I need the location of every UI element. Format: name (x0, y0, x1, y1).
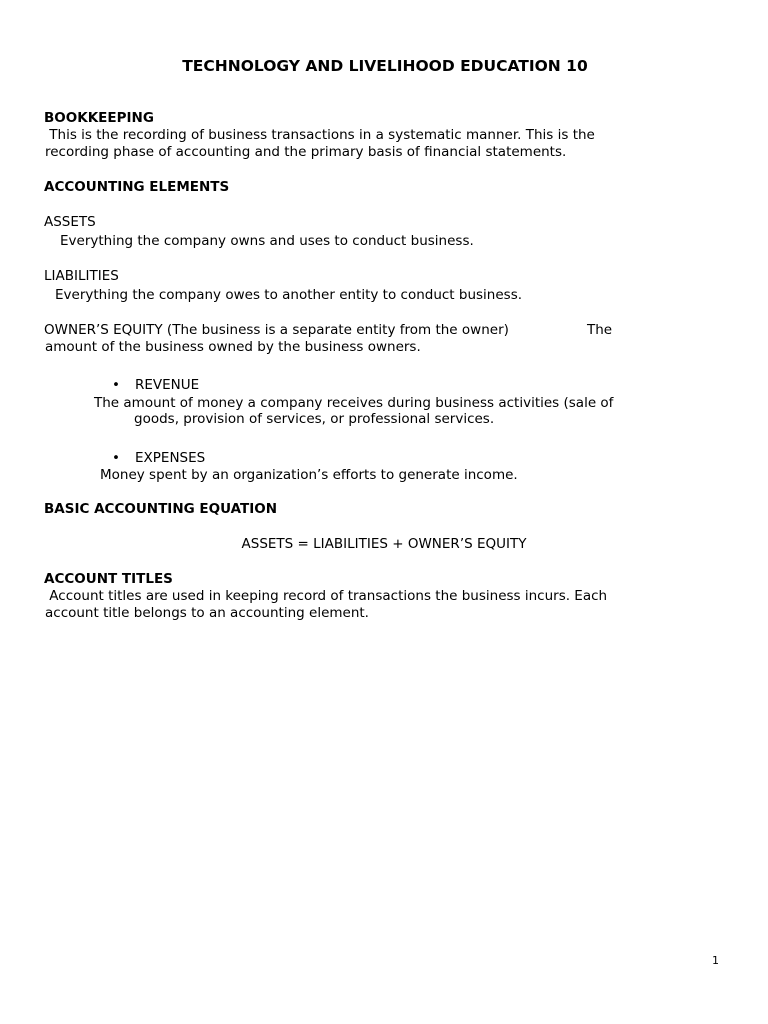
basic-equation-heading: BASIC ACCOUNTING EQUATION (44, 501, 278, 517)
account-titles-heading: ACCOUNT TITLES (44, 571, 173, 587)
owners-equity-text-line-2: amount of the business owned by the business owners. (45, 339, 421, 355)
revenue-label: REVENUE (135, 377, 200, 393)
accounting-equation: ASSETS = LIABILITIES + OWNER’S EQUITY (241, 536, 527, 552)
bookkeeping-text-line-2: recording phase of accounting and the primary basis of financial statements. (45, 144, 567, 160)
account-titles-text-line-2: account title belongs to an accounting element. (45, 605, 369, 621)
revenue-text-line-1: The amount of money a company receives during business activities (sale of (94, 395, 614, 411)
bookkeeping-text-line-1: This is the recording of business transactions in a systematic manner. This is the (45, 127, 595, 143)
assets-label: ASSETS (44, 214, 96, 230)
assets-description: Everything the company owns and uses to conduct business. (60, 233, 474, 249)
owners-equity-text-start: The (587, 322, 613, 338)
owners-equity-label: OWNER’S EQUITY (The business is a separate entity from the owner) (44, 322, 509, 338)
expenses-label: EXPENSES (135, 450, 206, 466)
expenses-bullet: • (112, 450, 120, 466)
document-title: TECHNOLOGY AND LIVELIHOOD EDUCATION 10 (182, 57, 588, 75)
account-titles-text-line-1: Account titles are used in keeping record of transactions the business incurs. Each (45, 588, 608, 604)
revenue-text-line-2: goods, provision of services, or professional services. (134, 411, 495, 427)
expenses-description: Money spent by an organization’s efforts to generate income. (100, 467, 518, 483)
accounting-elements-heading: ACCOUNTING ELEMENTS (44, 179, 230, 195)
liabilities-description: Everything the company owes to another entity to conduct business. (55, 287, 523, 303)
revenue-bullet: • (112, 377, 120, 393)
page-number: 1 (712, 954, 719, 967)
liabilities-label: LIABILITIES (44, 268, 119, 284)
bookkeeping-heading: BOOKKEEPING (44, 110, 154, 126)
